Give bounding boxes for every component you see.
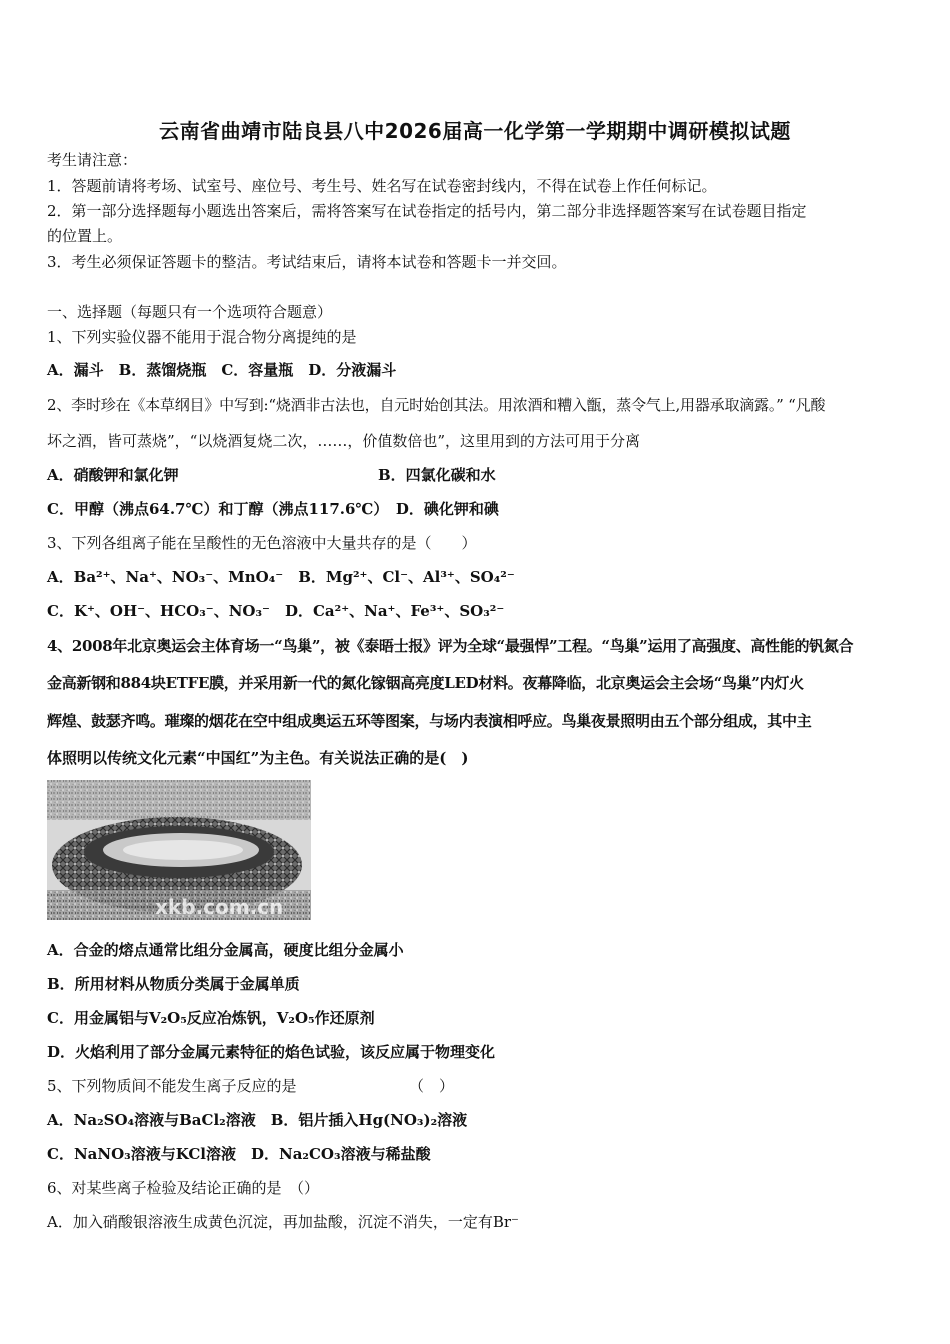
notice-item-2: 2．第一部分选择题每小题选出答案后，需将答案写在试卷指定的括号内，第二部分非选择题答案写在试卷题目指定 bbox=[47, 202, 807, 220]
notice-item-2-cont: 的位置上。 bbox=[47, 227, 123, 245]
question-3-options-cd: C．K⁺、OH⁻、HCO₃⁻、NO₃⁻ D．Ca²⁺、Na⁺、Fe³⁺、SO₃²⁻ bbox=[47, 602, 505, 620]
question-6-option-a: A．加入硝酸银溶液生成黄色沉淀，再加盐酸，沉淀不消失，一定有Br⁻ bbox=[47, 1213, 519, 1231]
question-5-options-ab: A．Na₂SO₄溶液与BaCl₂溶液 B．铝片插入Hg(NO₃)₂溶液 bbox=[47, 1111, 468, 1129]
question-6-stem: 6、对某些离子检验及结论正确的是 （） bbox=[47, 1179, 320, 1197]
question-3-options-ab: A．Ba²⁺、Na⁺、NO₃⁻、MnO₄⁻ B．Mg²⁺、Cl⁻、Al³⁺、SO₄²⁻ bbox=[47, 568, 515, 586]
question-5-options-cd: C．NaNO₃溶液与KCl溶液 D．Na₂CO₃溶液与稀盐酸 bbox=[47, 1145, 431, 1163]
question-2-option-b: B．四氯化碳和水 bbox=[378, 466, 496, 484]
question-4-stem-line4: 体照明以传统文化元素“中国红”为主色。有关说法正确的是( ) bbox=[47, 749, 469, 767]
question-2-option-a: A．硝酸钾和氯化钾 bbox=[47, 466, 179, 484]
question-1-options: A．漏斗 B．蒸馏烧瓶 C．容量瓶 D．分液漏斗 bbox=[47, 361, 397, 379]
question-4-option-b: B．所用材料从物质分类属于金属单质 bbox=[47, 975, 300, 993]
notice-item-3: 3．考生必须保证答题卡的整洁。考试结束后，请将本试卷和答题卡一并交回。 bbox=[47, 253, 567, 271]
section-heading: 一、选择题（每题只有一个选项符合题意） bbox=[47, 303, 333, 321]
question-2-stem-line1: 2、李时珍在《本草纲目》中写到:“烧酒非古法也，自元时始创其法。用浓酒和糟入甑，蒸令气上,用器承取滴露。” “凡酸 bbox=[47, 396, 826, 414]
question-4-stem-line1: 4、2008年北京奥运会主体育场一“鸟巢”，被《泰晤士报》评为全球“最强悍”工程。“鸟巢”运用了高强度、高性能的钒氮合 bbox=[47, 637, 854, 655]
question-4-stem-line3: 辉煌、鼓瑟齐鸣。璀璨的烟花在空中组成奥运五环等图案，与场内表演相呼应。鸟巢夜景照明由五个部分组成，其中主 bbox=[47, 712, 812, 730]
question-4-option-d: D．火焰利用了部分金属元素特征的焰色试验，该反应属于物理变化 bbox=[47, 1043, 496, 1061]
question-2-options-cd: C．甲醇（沸点64.7℃）和丁醇（沸点117.6℃） D．碘化钾和碘 bbox=[47, 500, 499, 518]
notice-heading: 考生请注意： bbox=[47, 151, 138, 169]
question-4-option-c: C．用金属铝与V₂O₅反应冶炼钒，V₂O₅作还原剂 bbox=[47, 1009, 375, 1027]
page-title: 云南省曲靖市陆良县八中2026届高一化学第一学期期中调研模拟试题 bbox=[159, 119, 791, 143]
notice-item-1: 1．答题前请将考场、试室号、座位号、考生号、姓名写在试卷密封线内，不得在试卷上作任何标记。 bbox=[47, 177, 717, 195]
image-watermark: xkb.com.cn bbox=[155, 895, 284, 919]
question-4-stem-line2: 金高新钢和884块ETFE膜，并采用新一代的氮化镓铟高亮度LED材料。夜幕降临，北京奥运会主会场“鸟巢”内灯火 bbox=[47, 674, 804, 692]
question-5-stem: 5、下列物质间不能发生离子反应的是 （ ） bbox=[47, 1077, 455, 1095]
birds-nest-stadium-photo bbox=[47, 780, 311, 920]
question-4-option-a: A．合金的熔点通常比组分金属高，硬度比组分金属小 bbox=[47, 941, 404, 959]
question-3-stem: 3、下列各组离子能在呈酸性的无色溶液中大量共存的是（ ） bbox=[47, 534, 477, 552]
question-2-stem-line2: 坏之酒，皆可蒸烧”，“以烧酒复烧二次，……，价值数倍也”，这里用到的方法可用于分离 bbox=[47, 432, 641, 450]
question-1-stem: 1、下列实验仪器不能用于混合物分离提纯的是 bbox=[47, 328, 357, 346]
